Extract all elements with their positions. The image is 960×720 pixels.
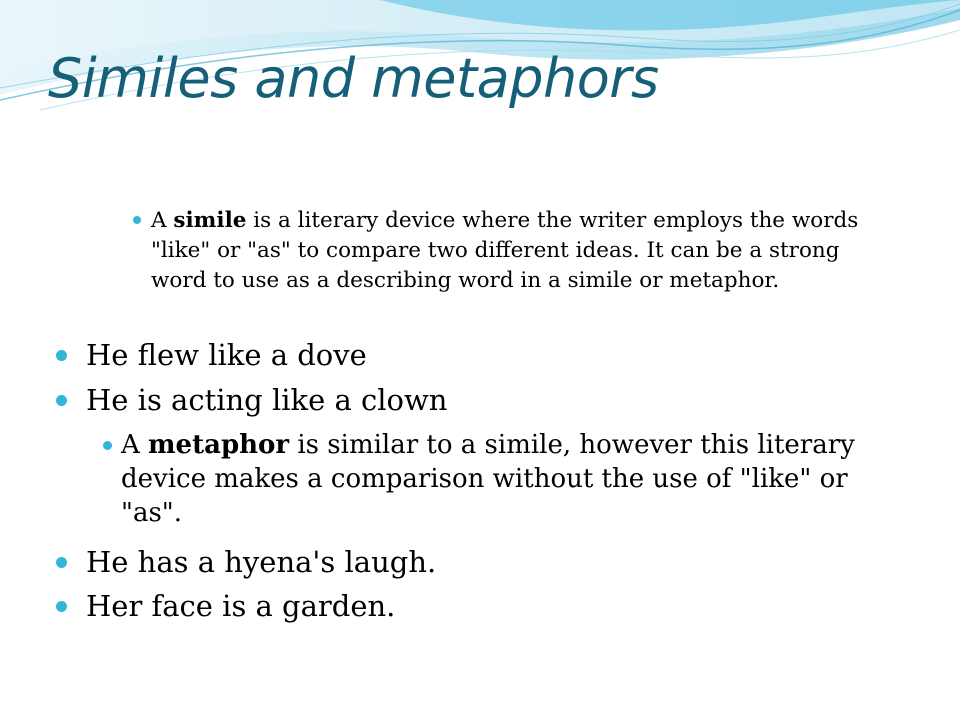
bullet-dot — [56, 350, 67, 361]
example-item: Her face is a garden. — [86, 589, 396, 623]
bullet-dot — [56, 395, 67, 406]
simile-lead: A — [151, 208, 174, 233]
simile-definition — [151, 206, 891, 296]
simile-rest: is a literary device where the writer employs the words "like" or "as" to compare two different ideas. It can be a strong word to use as a describing word in a simile or metaphor. — [151, 208, 859, 293]
bullet-dot — [103, 441, 112, 450]
bullet-dot — [56, 557, 67, 568]
slide-title: Similes and metaphors — [48, 47, 659, 110]
bullet-dot — [133, 216, 141, 224]
example-item: He is acting like a clown — [86, 383, 448, 417]
simile-term: simile — [173, 208, 247, 233]
metaphor-rest: is similar to a simile, however this literary device makes a comparison without the use of "like" or "as". — [121, 430, 855, 528]
bullet-dot — [56, 601, 67, 612]
example-item: He has a hyena's laugh. — [86, 545, 437, 579]
example-item: He flew like a dove — [86, 338, 367, 372]
metaphor-term: metaphor — [148, 430, 290, 460]
metaphor-lead: A — [121, 430, 149, 460]
metaphor-definition — [121, 428, 891, 530]
